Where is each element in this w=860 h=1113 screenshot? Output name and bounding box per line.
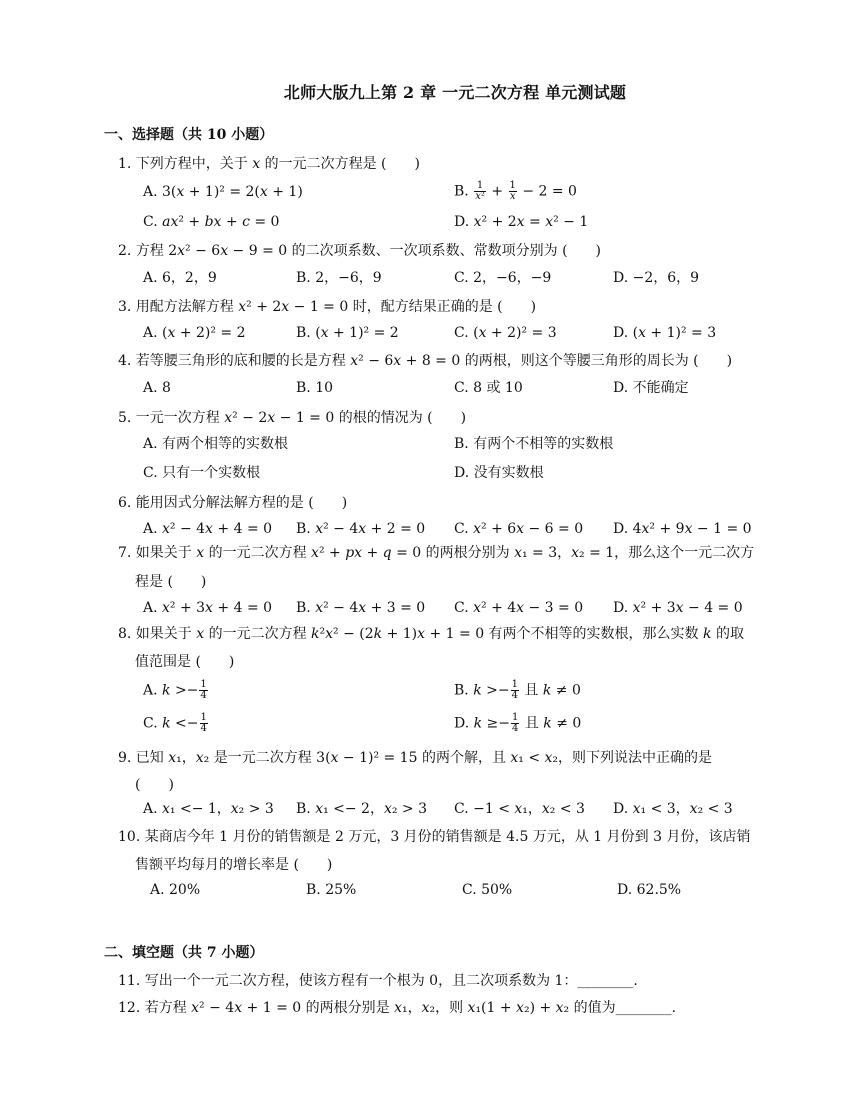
question-6-option-c: C. 𝑥² + 6𝑥 − 6 = 0 [454, 521, 584, 537]
question-3-stem: 3. 用配方法解方程 𝑥² + 2𝑥 − 1 = 0 时，配方结果正确的是 ( ) [118, 299, 537, 315]
question-5-option-c: C. 只有一个实数根 [143, 465, 261, 481]
question-2-option-c: C. 2，−6，−9 [454, 270, 552, 286]
question-6-stem: 6. 能用因式分解法解方程的是 ( ) [118, 495, 348, 511]
question-4-stem: 4. 若等腰三角形的底和腰的长是方程 𝑥² − 6𝑥 + 8 = 0 的两根，则这个等腰三角形的周长为 ( ) [118, 353, 733, 369]
question-2-stem: 2. 方程 2𝑥² − 6𝑥 − 9 = 0 的二次项系数、一次项系数、常数项分别为 ( ) [118, 243, 602, 259]
question-10-option-d: D. 62.5% [617, 882, 682, 898]
question-9-option-a: A. 𝑥₁ <− 1，𝑥₂ > 3 [143, 801, 274, 817]
page-title: 北师大版九上第 2 章 一元二次方程 单元测试题 [283, 83, 627, 102]
fraction: $\frac{1}{4}$ [200, 679, 207, 701]
question-5-stem: 5. 一元一次方程 𝑥² − 2𝑥 − 1 = 0 的根的情况为 ( ) [118, 410, 467, 426]
question-6-option-b: B. 𝑥² − 4𝑥 + 2 = 0 [296, 521, 426, 537]
question-1-stem: 1. 下列方程中，关于 𝑥 的一元二次方程是 ( ) [118, 156, 420, 172]
fraction: $\frac{1}{4}$ [512, 712, 519, 734]
fraction: $\frac{1}{\text{𝑥}}$ [509, 180, 516, 202]
question-8-option-b: B. 𝑘 >− $\frac{1}{4}$ 且 𝑘 ≠ 0 [454, 679, 581, 701]
question-5-option-d: D. 没有实数根 [454, 465, 544, 481]
question-3-option-d: D. (𝑥 + 1)² = 3 [613, 325, 717, 341]
question-10-option-a: A. 20% [150, 882, 201, 898]
question-2-option-d: D. −2，6，9 [613, 270, 700, 286]
fraction: $\frac{1}{4}$ [511, 679, 518, 701]
question-8-stem: 8. 如果关于 𝑥 的一元二次方程 𝑘²𝑥² − (2𝑘 + 1)𝑥 + 1 = 0 有两个不相等的实数根，那么实数 𝑘 的取 [118, 626, 744, 642]
question-4-option-a: A. 8 [143, 380, 171, 396]
question-7-option-b: B. 𝑥² − 4𝑥 + 3 = 0 [296, 600, 426, 616]
question-3-option-b: B. (𝑥 + 1)² = 2 [296, 325, 399, 341]
question-7-stem-continued: 程是 ( ) [135, 574, 207, 590]
question-2-option-b: B. 2，−6，9 [296, 270, 382, 286]
question-8-stem-continued: 值范围是 ( ) [135, 654, 235, 670]
question-7-option-a: A. 𝑥² + 3𝑥 + 4 = 0 [143, 600, 273, 616]
question-2-option-a: A. 6，2，9 [143, 270, 217, 286]
question-8-option-d: D. 𝑘 ≥− $\frac{1}{4}$ 且 𝑘 ≠ 0 [454, 712, 582, 734]
question-3-option-c: C. (𝑥 + 2)² = 3 [454, 325, 557, 341]
section-heading-choice: 一、选择题（共 10 小题） [104, 127, 274, 143]
question-3-option-a: A. (𝑥 + 2)² = 2 [143, 325, 246, 341]
question-1-option-a: A. 3(𝑥 + 1)² = 2(𝑥 + 1) [143, 184, 303, 200]
question-12: 12. 若方程 𝑥² − 4𝑥 + 1 = 0 的两根分别是 𝑥₁，𝑥₂，则 𝑥₁(1 + 𝑥₂) + 𝑥₂ 的值为________. [118, 1000, 677, 1016]
question-7-option-d: D. 𝑥² + 3𝑥 − 4 = 0 [613, 600, 743, 616]
question-9-option-b: B. 𝑥₁ <− 2，𝑥₂ > 3 [296, 801, 428, 817]
question-8-option-c: C. 𝑘 <− $\frac{1}{4}$ [143, 712, 207, 734]
question-8-option-a: A. 𝑘 >− $\frac{1}{4}$ [143, 679, 207, 701]
question-6-option-a: A. 𝑥² − 4𝑥 + 4 = 0 [143, 521, 273, 537]
question-11: 11. 写出一个一元二次方程，使该方程有一个根为 0，且二次项系数为 1：________. [118, 973, 638, 989]
question-9-stem: 9. 已知 𝑥₁，𝑥₂ 是一元二次方程 3(𝑥 − 1)² = 15 的两个解，且 𝑥₁ < 𝑥₂，则下列说法中正确的是 [118, 750, 713, 766]
question-1-option-b: B. $\frac{1}{\text{𝑥²}}$ + $\frac{1}{\text{𝑥}}$ − 2 = 0 [454, 180, 577, 202]
question-10-option-b: B. 25% [306, 882, 357, 898]
question-4-option-d: D. 不能确定 [613, 380, 689, 396]
question-5-option-a: A. 有两个相等的实数根 [143, 436, 289, 452]
question-7-stem: 7. 如果关于 𝑥 的一元二次方程 𝑥² + 𝑝𝑥 + 𝑞 = 0 的两根分别为 𝑥₁ = 3，𝑥₂ = 1，那么这个一元二次方 [118, 545, 755, 561]
question-1-option-d: D. 𝑥² + 2𝑥 = 𝑥² − 1 [454, 214, 589, 230]
question-10-option-c: C. 50% [462, 882, 513, 898]
question-10-stem-continued: 售额平均每月的增长率是 ( ) [135, 857, 333, 873]
question-4-option-b: B. 10 [296, 380, 334, 396]
fraction: $\frac{1}{4}$ [200, 712, 207, 734]
question-10-stem: 10. 某商店今年 1 月份的销售额是 2 万元，3 月份的销售额是 4.5 万元，从 1 月份到 3 月份，该店销 [118, 829, 751, 845]
section-heading-fill-in: 二、填空题（共 7 小题） [104, 945, 264, 961]
question-5-option-b: B. 有两个不相等的实数根 [454, 436, 614, 452]
question-1-option-c: C. 𝑎𝑥² + 𝑏𝑥 + 𝑐 = 0 [143, 214, 280, 230]
question-9-stem-continued: ( ) [135, 777, 174, 793]
question-9-option-c: C. −1 < 𝑥₁，𝑥₂ < 3 [454, 801, 585, 817]
question-9-option-d: D. 𝑥₁ < 3，𝑥₂ < 3 [613, 801, 733, 817]
fraction: $\frac{1}{\text{𝑥²}}$ [475, 180, 485, 202]
question-7-option-c: C. 𝑥² + 4𝑥 − 3 = 0 [454, 600, 584, 616]
question-4-option-c: C. 8 或 10 [454, 380, 523, 396]
question-6-option-d: D. 4𝑥² + 9𝑥 − 1 = 0 [613, 521, 752, 537]
